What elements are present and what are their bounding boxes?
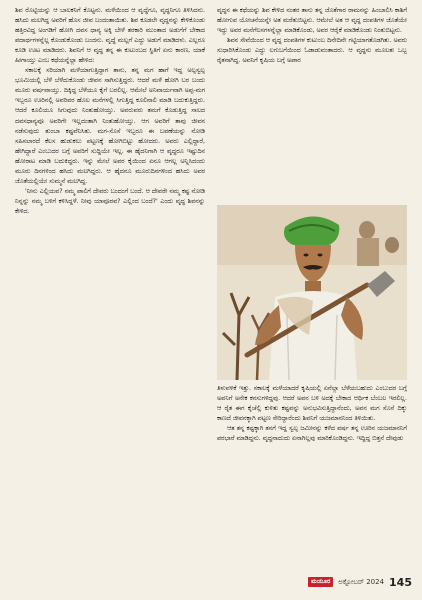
page-number: 145	[389, 575, 412, 589]
magazine-logo: ಮಯೂರ	[308, 577, 333, 587]
paragraph: ಸಕಾಲಕ್ಕೆ ಸರಿಯಾಗಿ ಮಳೆಯಾಗುತ್ತಿದ್ದಾಗ ತಾನು, ತನ್ನ ಮಗ ಹಾಗೆ ಇದ್ದ ಅಲ್ಪಸ್ವಲ್ಪ ಭೂಮಿಯಲ್ಲಿ ಬೆಳೆ ಬೆಳೆದುಕೊಂಡು ಜೀವನ ಸಾಗಿಸುತ್ತಿದ್ದರು. ಆದರೆ ಮಳೆ ಹೋಗಿ ಬರ ಬಂದು ಮೂರು ವರ್ಷವಾಯ್ತು. ದಿಕ್ಕಿದ್ದ ಬೆಳೆಯೂ ಕೈಗೆ ಬರಲಿಲ್ಲ. ಆಮೇಲೆ ಅನಿವಾರ್ಯವಾಗಿ ಅಪ್ಪ-ಮಗ ಇಬ್ಬರೂ ಊರಿನಲ್ಲಿ ಅವರಿವರ ಹೊಲ ಮನೆಗಳಲ್ಲಿ ಸಿಗುತ್ತಿದ್ದ ಕೂಲಿನಾಲಿ ಮಾಡಿ ಬದುಕುತ್ತಿದ್ದರು. ಆದರೆ ಕೂಲಿಯೂ ಸಿಗುವುದು ನಿಂತುಹೋಯ್ತು. ಅವರುವರು ತಮಗೆ ಕೊಡುತ್ತಿದ್ದ ಸಾಲದ ದವಸಧಾನ್ಯವೂ ಅವರಿಗೇ ಇಲ್ಲದಂತಾಗಿ ನಿಂತುಹೋಯ್ತು. ಆಗ ಅವರಿಗೆ ತಾವು ಜೀವನ ನಡೆಸುವುದು ತುಂಬಾ ಕಷ್ಟವೆನಿಸಿತು. ಮಗ-ಸೊಸೆ ಇಬ್ಬರೂ ಈ ಬವಣೆಯನ್ನು ನೋಡಿ ಸಹಿಸಲಾರದೆ ಕೆಲಸ ಹುಡುಕಲು ಪಟ್ಟಣಕ್ಕೆ ಹೋಗಿಬಿಟ್ಟು ಹೋದರು. ಅವರು ಎಲ್ಲಿದ್ದಾರೆ, ಹೇಗಿದ್ದಾರೆ ಎಂಬುದರ ಬಗ್ಗೆ ಅವರಿಗೆ ಸುದ್ದಿಯೇ ಇಲ್ಲ. ಈ ಹೈದನಿಗಾಗಿ ಆ ವೃದ್ಧರೂ ಇಷ್ಟುದಿನ ಹೋರಾಟ ಮಾಡಿ ಬದುಕಿದ್ದರು. ಇನ್ನು ಮೇಲೆ ಅವರ ಕೈಯಿಂದ ಏನೂ ಆಗಲ್ಲ ಅನ್ನಿಸಿದಂದು ಮೂರು ದಿನಗಳಿಂದ ಹಸಿದು ಮಲಗಿದ್ದರು. ಆ ಹೈದನೂ ಮೂರುದಿನಗಳಿಂದ ಹಸಿದು ಅವರ ಜೊತೆಯಲ್ಲಿಯೇ ಸುಮ್ಮನೆ ಮಲಗಿದ್ದ.	[15, 67, 205, 185]
right-column-lower	[217, 384, 407, 444]
paragraph: ಶಿವ ರೊಟ್ಟಿಯನ್ನು ಆ ಬಾಲಕನಿಗೆ ಕೊಟ್ಟನು. ಮಳೆಯಿಂದ ಆ ವೃದ್ಧೆಗೂ, ವೃದ್ಧನಿಗೂ ತಿಳಿಸಿದನು. ಹಸಿದು ಮಲಗಿದ್ದ ಅವರಿಗೆ ಹೊಸ ಜೀವ ಬಂದಂತಾಯಿತು. ಶಿವ ಕೂಡಲೇ ವೃದ್ಧನನ್ನು ಕೇಳಿಕೊಂಡು ಹತ್ತಿರವಿದ್ದ ಅಂಗಡಿಗೆ ಹೋಗಿ ದವಸ ಧಾನ್ಯ ಅಕ್ಕಿ ಬೇಳೆ ತರಕಾರಿ ಮುಂತಾದ ಅಡುಗೆಗೆ ಬೇಕಾದ ಪದಾರ್ಥಗಳನ್ನೆಲ್ಲ ಕೊಂಡುಕೊಂಡು ಬಂದನು. ವೃದ್ಧೆ ಮಲ್ಲಗೆ ಎದ್ದು ಅಡುಗೆ ಮಾಡಿದಳು. ಎಲ್ಲರೂ ಕೂಡಿ ಊಟ ಮಾಡಿದರು. ಶಿವನಿಗೆ ಆ ವೃದ್ಧ ತನ್ನ ಈ ಕುಟುಂಬದ ಸ್ಥಿತಿಗೆ ಏನು ಕಾರಣ, ಯಾಕೆ ಹೀಗಾಯ್ತು ಎಂಬ ಕಥೆಯನ್ನೆಲ್ಲಾ ಹೇಳಿದ:	[15, 7, 205, 65]
story-illustration	[217, 205, 407, 380]
issue-date: ಅಕ್ಟೋಬರ್ 2024	[338, 577, 385, 586]
paragraph: ಶಿವನ ಸೇವೆಯಿಂದ ಆ ವೃದ್ಧ ದಂಪತಿಗಳ ಕುಟುಂಬ ದಿನೇದಿನೇ ಗಟ್ಟಿಯಾಗತೊಡಗಿತು. ಅವರು ಸುಧಾರಿಸಿಕೊಂಡು ಎದ್ದು ಲಗುಬಗೆಯಿಂದ ಓಡಾಡುವಂತಾದರು. ಆ ವೃದ್ಧನು ಮೂಲತಃ ಒಬ್ಬ ರೈತನಾಗಿದ್ದ. ಅವನಿಗೆ ಕೃಷಿಯ ಬಗ್ಗೆ ಅಪಾರ	[217, 37, 407, 65]
paragraph: ತಿಳುವಳಿಕೆ ಇತ್ತು. ಸಕಾಲಕ್ಕೆ ಮಳೆಯಾದರೆ ಕೃಷಿಯಲ್ಲಿ ಏನೆಲ್ಲಾ ಬೆಳೆಯಬಹುದು ಎಂಬುದರ ಬಗ್ಗೆ ಅವನಿಗೆ ಅನೇಕ ಕನಸುಗಳಿದ್ದವು. ಆದರೆ ಅವನ ಬಳಿ ಅದಕ್ಕೆ ಬೇಕಾದ ಆರ್ಥಿಕ ಬೆಂಬಲ ಇರಲಿಲ್ಲ. ಆ ರೈತ ಈಗ ಕೈಚೆಲ್ಲಿ ಕುಳಿತು ಕಷ್ಟವನ್ನು ಅನುಭವಿಸುತ್ತಿದ್ದಾನೆಂದು, ಅವನ ಮಗ ಸೊಸೆ ದಿಕ್ಕು ಕಾಣದೆ ಜೀವನಕ್ಕಾಗಿ ಪಟ್ಟಣ ಸೇರಿದ್ದಾರೆಂದು ಶಿವನಿಗೆ ಯಜಮಾನನಿಂದ ತಿಳಿಯಿತು.	[217, 385, 407, 423]
paragraph: 'ನೀನು ಎಲ್ಲಿಯವ? ನಮ್ಮ ಪಾಲಿಗೆ ದೇವರು ಬಂದಂಗೆ ಬಂದೆ. ಆ ದೇವರೇ ನಮ್ಮ ಕಷ್ಟ ನೋಡಿ ನಿನ್ನನ್ನು ನಮ್ಮ ಬಳಿಗೆ ಕಳಿಸಿದ್ದಳೆ. ನೀವು ಯಾವೂರವ? ಎಲ್ಲಿಂದ ಬಂದೆ?' ಎಂದು ವೃದ್ಧ ಶಿವನನ್ನು ಕೇಳಿದ.	[15, 187, 205, 215]
left-column	[15, 6, 205, 217]
page-footer	[300, 573, 412, 591]
paragraph: ಆತ ತನ್ನ ಕಷ್ಟಕ್ಕಾಗಿ ತನಗೆ ಇದ್ದ ಸ್ವಲ್ಪ ಜಮೀನನ್ನು ಕಳೆದ ವರ್ಷ ತನ್ನ ಊರಿನ ಯಜಮಾನನಿಗೆ ಪರಭಾರೆ ಮಾಡಿದ್ದನು. ವೃದ್ಧನಾದುದು ಏನಾಗಿಲ್ಲವು ಮಾರಿಕೊಂಡಿದ್ದನು. ಇದ್ದಿದ್ದ ಬಿತ್ತನೆ ದೇವುಡು	[217, 425, 407, 443]
paragraph: ವೃದ್ಧನ ಈ ಕಥೆಯನ್ನು ಶಿವ ಕೇಳಿದ ನಂತರ ತಾನು ತನ್ನ ಜೊತೆಗಾರ ರಾಮನನ್ನು ಹಿಂಬಾಲಿಸಿ ಕಾಶಿಗೆ ಹೋಗುವ ಯೋಚನೆಯನ್ನೇ ಅತ ಮರೆತುಬಿಟ್ಟನು. ಆಮೇಲೆ ಅತ ಆ ವೃದ್ಧ ದಂಪತಿಗಳ ಜೊತೆಯೇ ಇದ್ದು ಅವರ ಮನೆಗೆಲಸಗಳನ್ನೆಲ್ಲಾ ಮಾಡಿಕೊಂಡು, ಅವರ ಆರೈಕೆ ಮಾಡಿಕೊಂಡು ನಿಂತುಬಿಟ್ಟನು.	[217, 7, 407, 35]
right-column-upper	[217, 6, 407, 66]
